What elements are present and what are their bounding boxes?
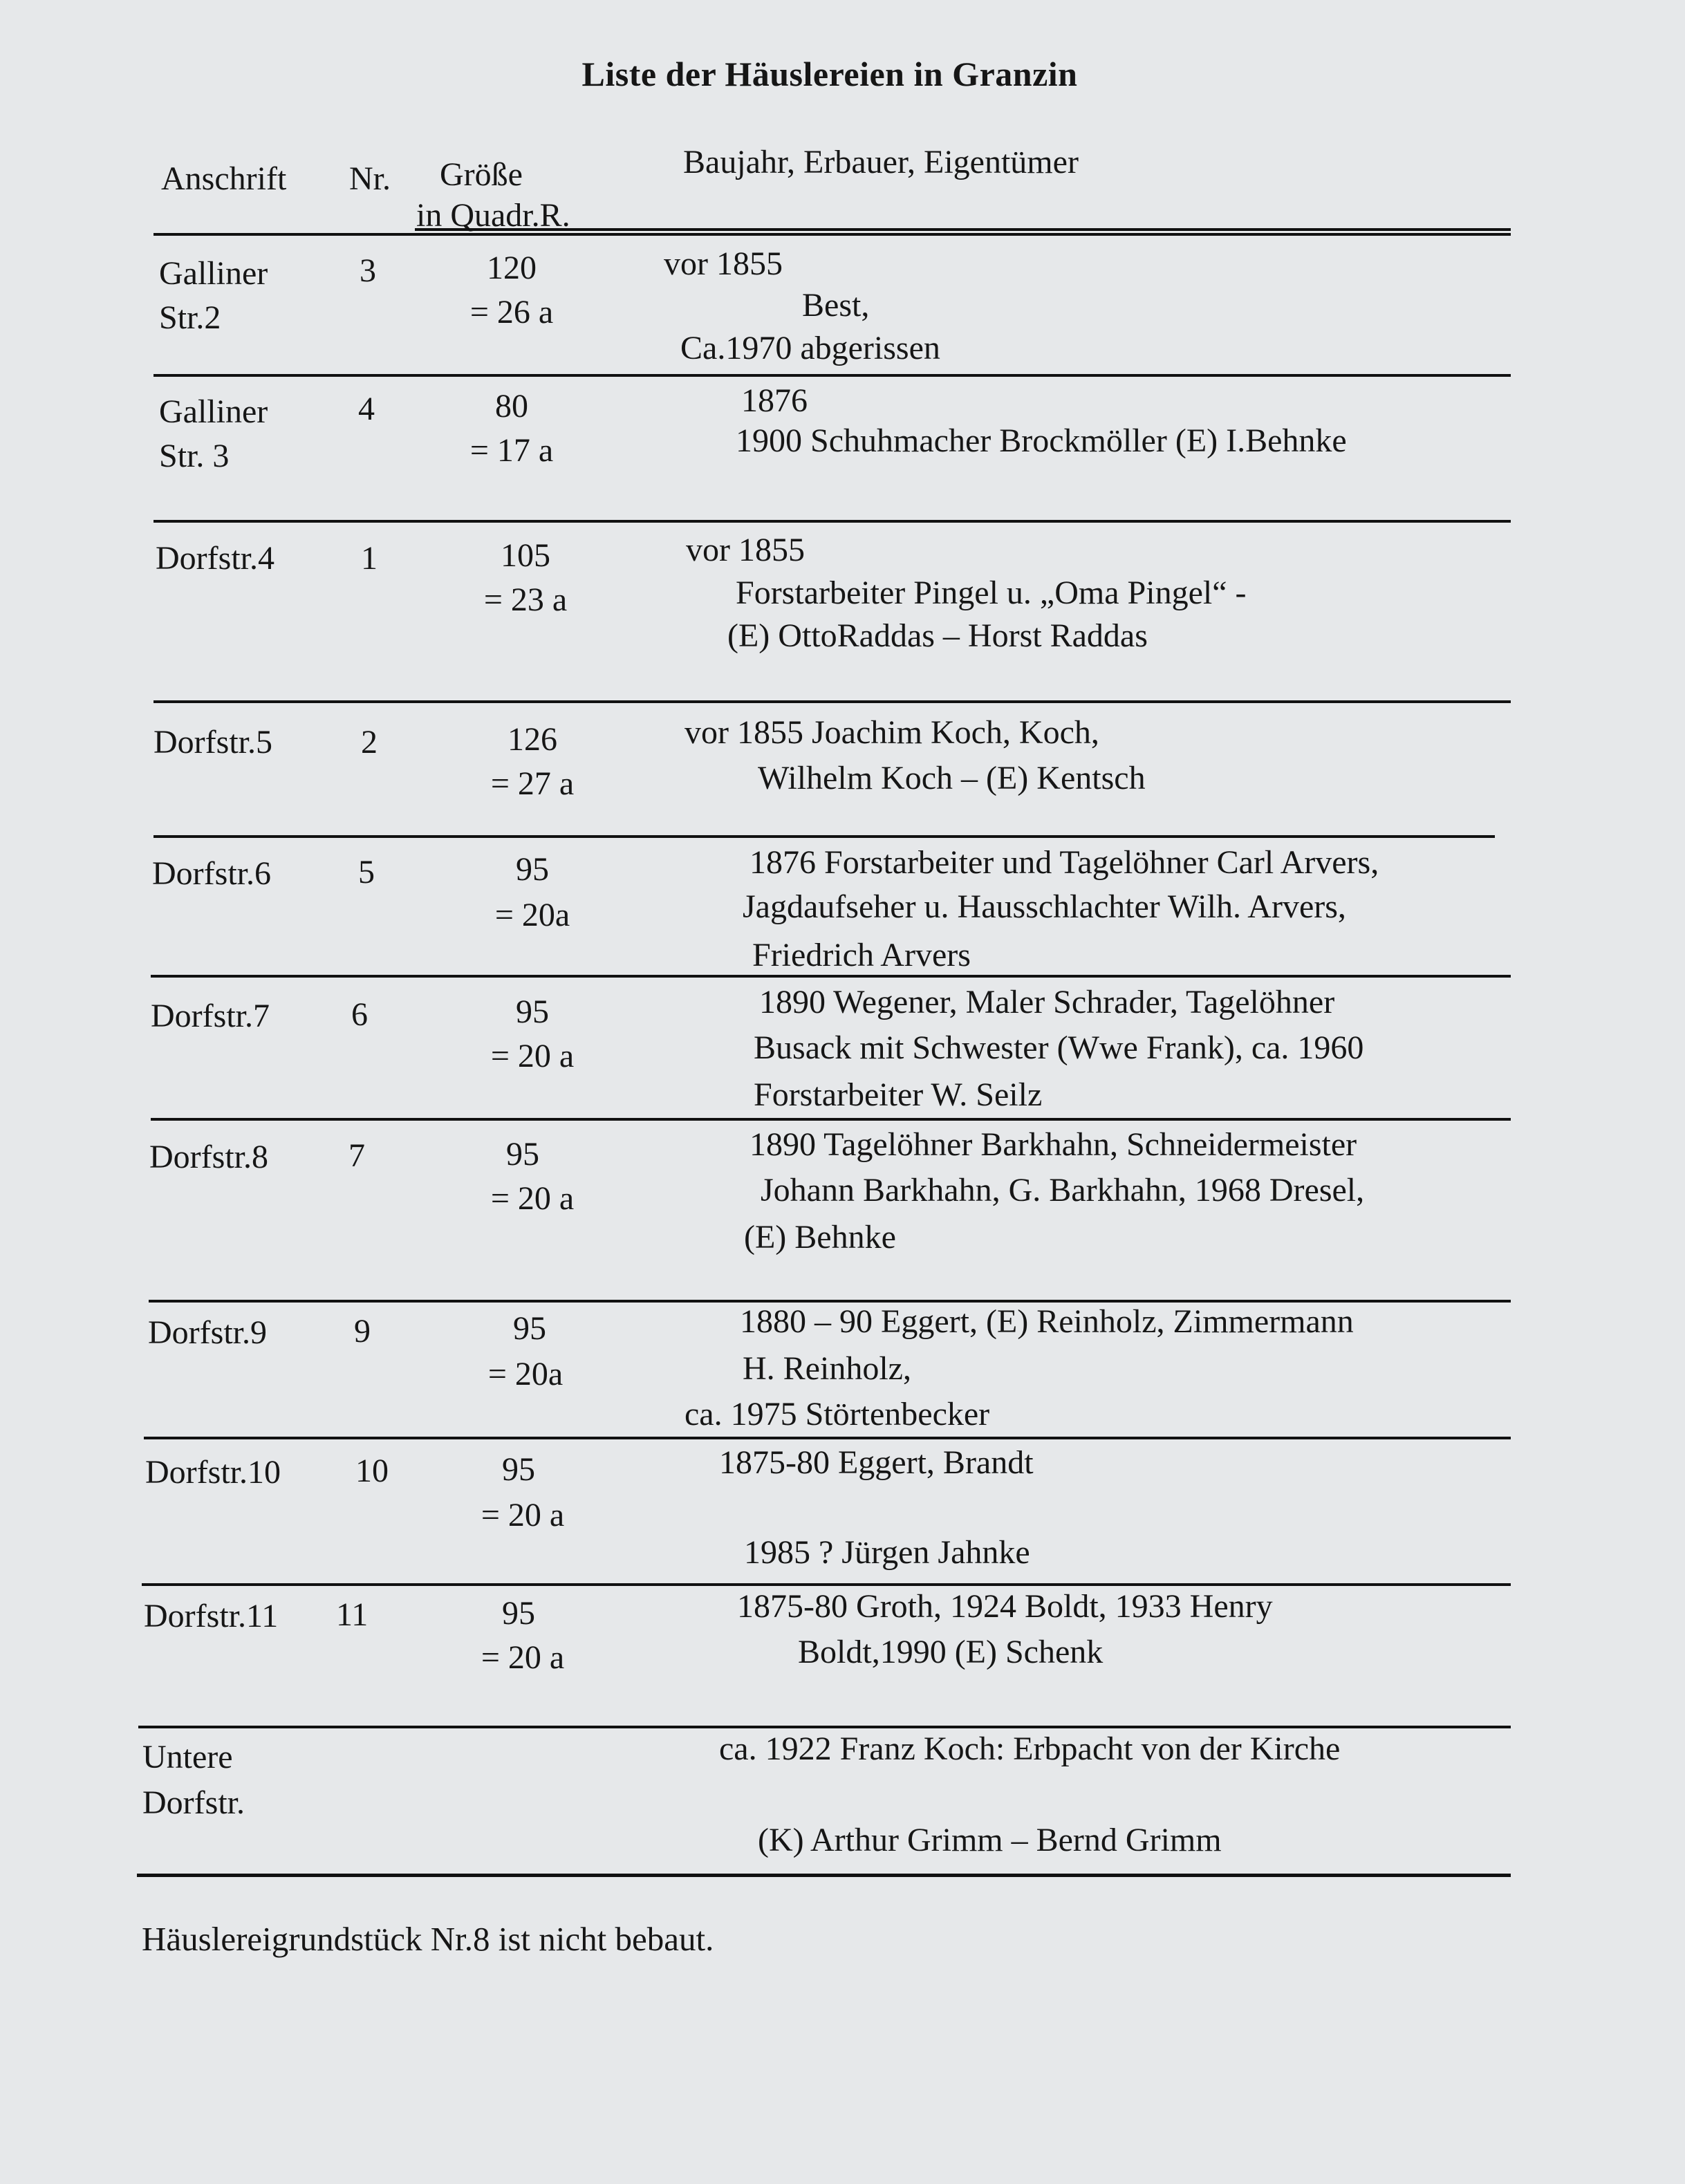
address-cell: Str.2 xyxy=(159,299,221,336)
details-cell: Friedrich Arvers xyxy=(752,937,971,973)
size-cell: 95 xyxy=(513,1310,546,1347)
size-cell: 80 xyxy=(495,388,528,424)
size-cell: = 20a xyxy=(494,897,570,933)
size-cell: = 20 a xyxy=(490,1180,575,1217)
details-cell: 1880 – 90 Eggert, (E) Reinholz, Zimmermann xyxy=(740,1303,1354,1340)
number-cell: 6 xyxy=(351,996,368,1033)
header-number: Nr. xyxy=(349,160,391,197)
size-cell: 95 xyxy=(502,1595,535,1632)
details-cell: vor 1855 xyxy=(664,245,783,282)
address-cell: Dorfstr.9 xyxy=(148,1314,267,1351)
details-cell: vor 1855 xyxy=(686,532,805,568)
row-rule xyxy=(153,520,1511,523)
table-bottom-rule xyxy=(137,1874,1511,1877)
row-rule xyxy=(151,975,1511,978)
size-cell: = 20 a xyxy=(490,1038,575,1074)
address-cell: Dorfstr.11 xyxy=(144,1598,279,1634)
details-cell: Jagdaufseher u. Hausschlachter Wilh. Arvers, xyxy=(743,888,1346,925)
details-cell: 1890 Wegener, Maler Schrader, Tagelöhner xyxy=(759,984,1335,1020)
size-cell: 95 xyxy=(502,1451,535,1488)
details-cell: vor 1855 Joachim Koch, Koch, xyxy=(685,714,1099,751)
details-cell: 1876 Forstarbeiter und Tagelöhner Carl Arvers, xyxy=(750,844,1379,881)
size-cell: 95 xyxy=(516,993,549,1030)
size-cell: = 20 a xyxy=(481,1497,565,1533)
row-rule xyxy=(153,700,1511,703)
size-cell: = 20 a xyxy=(481,1639,565,1676)
details-cell: (K) Arthur Grimm – Bernd Grimm xyxy=(758,1822,1222,1858)
details-cell: 1876 xyxy=(741,382,808,419)
number-cell: 3 xyxy=(360,252,376,289)
address-cell: Str. 3 xyxy=(159,438,230,474)
details-cell: Ca.1970 abgerissen xyxy=(680,330,940,366)
number-cell: 7 xyxy=(348,1137,365,1174)
details-cell: (E) OttoRaddas – Horst Raddas xyxy=(727,617,1148,654)
address-cell: Untere xyxy=(142,1739,233,1775)
header-size-unit: in Quadr.R. xyxy=(416,197,570,234)
address-cell: Dorfstr.4 xyxy=(156,540,274,577)
size-cell: 105 xyxy=(501,537,550,574)
row-rule xyxy=(153,374,1511,377)
address-cell: Dorfstr. xyxy=(142,1784,245,1821)
details-cell: Forstarbeiter W. Seilz xyxy=(754,1076,1043,1113)
size-cell: = 20a xyxy=(487,1356,564,1392)
page-title: Liste der Häuslereien in Granzin xyxy=(581,55,1078,93)
number-cell: 4 xyxy=(358,391,375,427)
size-cell: = 17 a xyxy=(469,432,554,469)
size-cell: = 27 a xyxy=(490,765,575,802)
address-cell: Galliner xyxy=(159,393,268,430)
details-cell: H. Reinholz, xyxy=(743,1350,911,1387)
header-address: Anschrift xyxy=(161,160,287,197)
number-cell: 10 xyxy=(355,1453,389,1489)
details-cell: Best, xyxy=(802,287,870,324)
number-cell: 11 xyxy=(336,1596,369,1633)
address-cell: Dorfstr.10 xyxy=(145,1454,281,1491)
address-cell: Dorfstr.5 xyxy=(153,724,272,760)
size-cell: 120 xyxy=(487,250,537,286)
address-cell: Dorfstr.7 xyxy=(151,998,270,1034)
number-cell: 1 xyxy=(361,540,378,577)
details-cell: (E) Behnke xyxy=(744,1219,896,1256)
number-cell: 2 xyxy=(361,724,378,760)
details-cell: Boldt,1990 (E) Schenk xyxy=(798,1634,1104,1670)
details-cell: Wilhelm Koch – (E) Kentsch xyxy=(758,760,1146,796)
row-rule xyxy=(153,835,1495,838)
row-rule xyxy=(151,1118,1511,1121)
size-cell: 95 xyxy=(516,851,549,888)
footnote: Häuslereigrundstück Nr.8 ist nicht bebaut. xyxy=(142,1920,714,1958)
details-cell: Johann Barkhahn, G. Barkhahn, 1968 Dresel, xyxy=(761,1172,1365,1208)
address-cell: Galliner xyxy=(159,255,268,292)
details-cell: 1875-80 Eggert, Brandt xyxy=(719,1444,1034,1481)
row-top-rule xyxy=(153,233,1511,236)
header-details: Baujahr, Erbauer, Eigentümer xyxy=(683,144,1079,180)
header-size: Größe xyxy=(440,156,523,193)
row-rule xyxy=(144,1437,1511,1439)
details-cell: 1875-80 Groth, 1924 Boldt, 1933 Henry xyxy=(737,1588,1273,1625)
details-cell: ca. 1922 Franz Koch: Erbpacht von der Kirche xyxy=(719,1730,1341,1767)
size-cell: = 26 a xyxy=(469,294,554,330)
number-cell: 5 xyxy=(358,854,375,890)
size-cell: 126 xyxy=(508,721,557,758)
address-cell: Dorfstr.6 xyxy=(152,855,271,892)
number-cell: 9 xyxy=(354,1313,371,1350)
details-cell: 1900 Schuhmacher Brockmöller (E) I.Behnke xyxy=(736,422,1347,459)
details-cell: Forstarbeiter Pingel u. „Oma Pingel“ - xyxy=(736,575,1247,611)
size-cell: = 23 a xyxy=(483,581,568,618)
details-cell: ca. 1975 Störtenbecker xyxy=(685,1396,990,1432)
details-cell: 1985 ? Jürgen Jahnke xyxy=(744,1534,1030,1571)
details-cell: 1890 Tagelöhner Barkhahn, Schneidermeister xyxy=(750,1126,1357,1163)
address-cell: Dorfstr.8 xyxy=(149,1139,268,1175)
details-cell: Busack mit Schwester (Wwe Frank), ca. 1960 xyxy=(754,1029,1364,1066)
size-cell: 95 xyxy=(506,1136,539,1173)
header-rule xyxy=(415,228,1511,231)
